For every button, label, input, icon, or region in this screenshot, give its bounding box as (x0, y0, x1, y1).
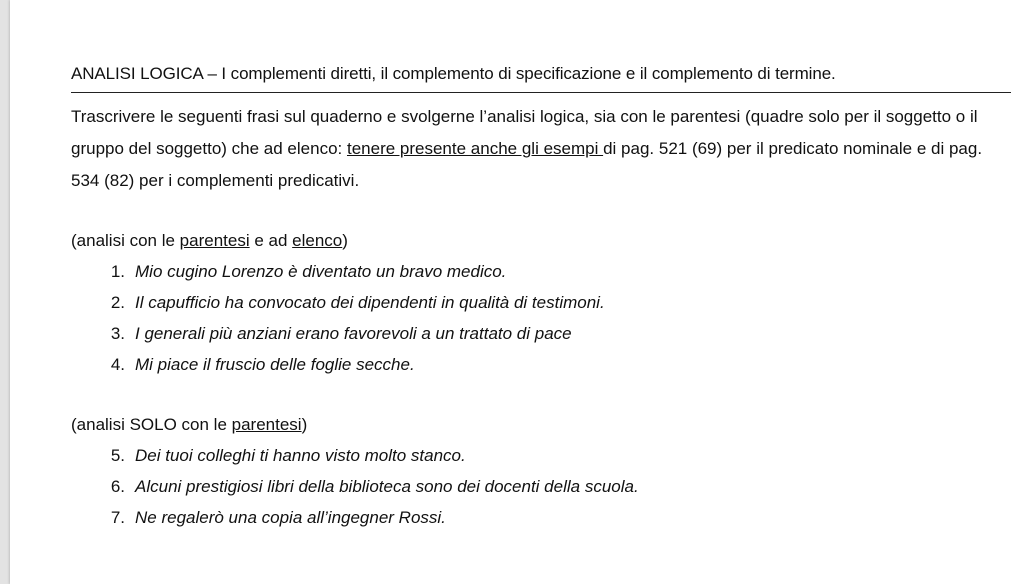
list-item-text: I generali più anziani erano favorevoli a un trattato di pace (135, 324, 572, 343)
section-1-label-parentesi: parentesi (179, 231, 250, 250)
section-1-label (71, 226, 1011, 256)
list-item (71, 349, 1011, 380)
list-item (71, 471, 1011, 502)
list-item-number: 3. (110, 324, 125, 343)
list-item-number: 2. (110, 293, 125, 312)
section-1-label-suffix: ) (342, 231, 348, 250)
section-2-label-suffix: ) (301, 415, 308, 434)
list-item-number: 6. (110, 477, 125, 496)
list-item (71, 502, 1011, 533)
section-1-list (71, 256, 1011, 380)
document-body (71, 62, 1011, 533)
list-item-text: Dei tuoi colleghi ti hanno visto molto stanco. (135, 446, 466, 465)
section-2-list (71, 440, 1011, 533)
section-2-label-prefix: (analisi SOLO con le (71, 415, 232, 434)
list-item-text: Mi piace il fruscio delle foglie secche. (135, 355, 415, 374)
list-item (71, 440, 1011, 471)
list-item-text: Mio cugino Lorenzo è diventato un bravo medico. (135, 262, 507, 281)
instructions-paragraph (71, 101, 991, 197)
list-item-number: 4. (110, 355, 125, 374)
section-2-label-parentesi: parentesi (231, 415, 302, 434)
heading-divider (71, 92, 1011, 93)
list-item-number: 7. (110, 508, 125, 527)
document-page (10, 0, 1011, 584)
list-item (71, 287, 1011, 318)
list-item (71, 256, 1011, 287)
list-item-number: 1. (110, 262, 125, 281)
list-item (71, 318, 1011, 349)
section-1-label-elenco: elenco (292, 231, 343, 250)
list-item-text: Alcuni prestigiosi libri della biblioteca sono dei docenti della scuola. (135, 477, 639, 496)
list-item-text: Il capufficio ha convocato dei dipendenti in qualità di testimoni. (135, 293, 605, 312)
instructions-text: Trascrivere le seguenti frasi sul quaderno e svolgerne l’analisi logica, sia con le parentesi (quadre solo per il soggetto o il gruppo del soggetto) che ad elenco: (71, 107, 978, 158)
section-1-label-middle: e ad (249, 231, 293, 250)
section-1-label-prefix: (analisi con le (71, 231, 180, 250)
document-heading: ANALISI LOGICA – I complementi diretti, il complemento di specificazione e il complemento di termine. (71, 64, 836, 83)
list-item-text: Ne regalerò una copia all’ingegner Rossi. (135, 508, 446, 527)
list-item-number: 5. (110, 446, 125, 465)
instructions-underlined: tenere presente anche gli esempi (346, 139, 604, 158)
section-2-label (71, 410, 1011, 440)
instructions-text-end: di pag. 521 (69) per il predicato nominale e di pag. 534 (82) per i complementi predicativi. (71, 139, 983, 190)
